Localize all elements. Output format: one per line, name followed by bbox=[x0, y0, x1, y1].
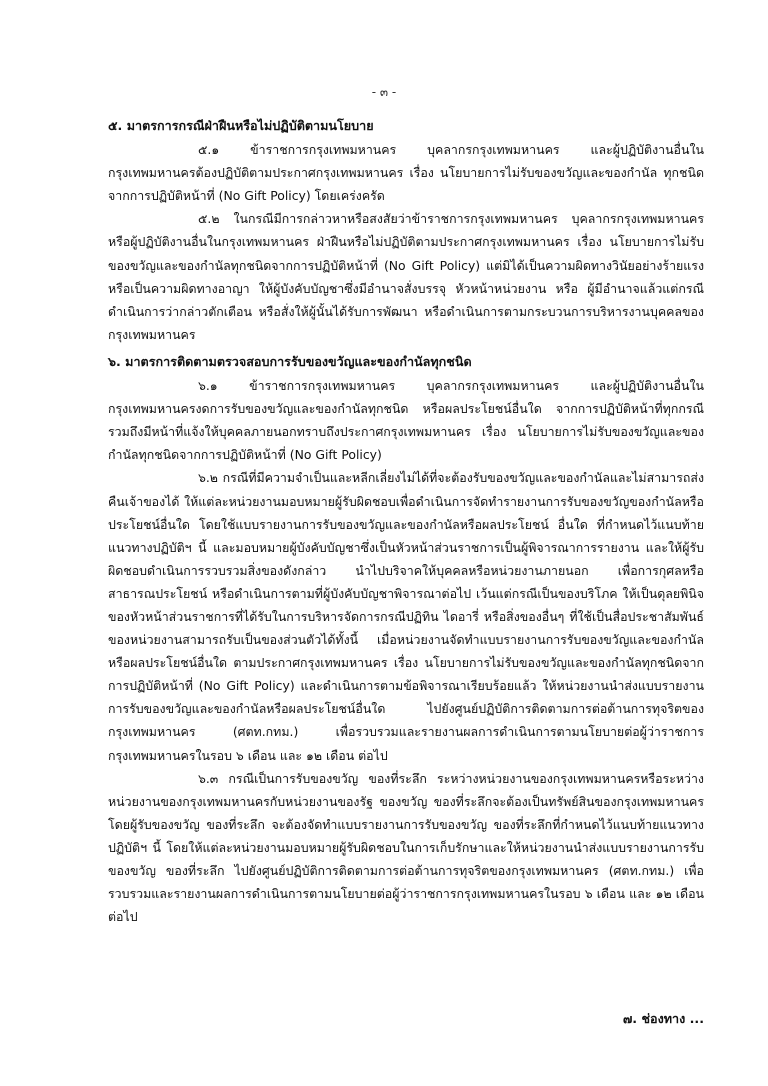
section-5-heading: ๕. มาตรการกรณีฝ่าฝืนหรือไม่ปฏิบัติตามนโยบาย bbox=[108, 118, 374, 133]
document-body bbox=[108, 114, 704, 928]
section-6 bbox=[108, 350, 704, 928]
paragraph-6-2: ๖.๒ กรณีที่มีความจำเป็นและหลีกเลี่ยงไม่ได้ที่จะต้องรับของขวัญและของกำนัลและไม่สามารถส่งคืนเจ้าของได้ ให้แต่ละหน่วยงานมอบหมายผู้รับผิดชอบเพื่อดำเนินการจัดทำรายงานการรับของขวัญของกำนัลหรือประโยชน์อื่นใด โดยใช้แบบรายงานการรับของขวัญและของกำนัลหรือผลประโยชน์ อื่นใด ที่กำหนดไว้แนบท้ายแนวทางปฏิบัติฯ นี้ และมอบหมายผู้บังคับบัญชาซึ่งเป็นหัวหน้าส่วนราชการเป็นผู้พิจารณาการรายงาน และให้ผู้รับผิดชอบดำเนินการรวบรวมสิ่งของดังกล่าว นำไปบริจาคให้บุคคลหรือหน่วยงานภายนอก เพื่อการกุศลหรือสาธารณประโยชน์ หรือดำเนินการตามที่ผู้บังคับบัญชาพิจารณาต่อไป เว้นแต่กรณีเป็นของบริโภค ให้เป็นดุลยพินิจของหัวหน้าส่วนราชการที่ได้รับในการบริหารจัดการกรณีปฏิทิน ไดอารี่ หรือสิ่งของอื่นๆ ที่ใช้เป็นสื่อประชาสัมพันธ์ของหน่วยงานสามารถรับเป็นของส่วนตัวได้ทั้งนี้ เมื่อหน่วยงานจัดทำแบบรายงานการรับของขวัญและของกำนัล หรือผลประโยชน์อื่นใด ตามประกาศกรุงเทพมหานคร เรื่อง นโยบายการไม่รับของขวัญและของกำนัลทุกชนิดจากการปฏิบัติหน้าที่ (No Gift Policy) และดำเนินการตามข้อพิจารณาเรียบร้อยแล้ว ให้หน่วยงานนำส่งแบบรายงานการรับของขวัญและของกำนัลหรือผลประโยชน์อื่นใด ไปยังศูนย์ปฏิบัติการติดตามการต่อต้านการทุจริตของกรุงเทพมหานคร (ศตท.กทม.) เพื่อรวบรวมและรายงานผลการดำเนินการตามนโยบายต่อผู้ว่าราชการกรุงเทพมหานครในรอบ ๖ เดือน และ ๑๒ เดือน ต่อไป bbox=[108, 470, 704, 763]
paragraph-5-2: ๕.๒ ในกรณีมีการกล่าวหาหรือสงสัยว่าข้าราชการกรุงเทพมหานคร บุคลากรกรุงเทพมหานครหรือผู้ปฏิบัติงานอื่นในกรุงเทพมหานคร ฝ่าฝืนหรือไม่ปฏิบัติตามประกาศกรุงเทพมหานคร เรื่อง นโยบายการไม่รับของขวัญและของกำนัลทุกชนิดจากการปฏิบัติหน้าที่ (No Gift Policy) แต่มิได้เป็นความผิดทางวินัยอย่างร้ายแรง หรือเป็นความผิดทางอาญา ให้ผู้บังคับบัญชาซึ่งมีอำนาจสั่งบรรจุ หัวหน้าหน่วยงาน หรือ ผู้มีอำนาจแล้วแต่กรณี ดำเนินการว่ากล่าวตักเตือน หรือสั่งให้ผู้นั้นได้รับการพัฒนา หรือดำเนินการตามกระบวนการบริหารงานบุคคลของกรุงเทพมหานคร bbox=[108, 211, 704, 342]
section-5 bbox=[108, 114, 704, 346]
paragraph-5-1: ๕.๑ ข้าราชการกรุงเทพมหานคร บุคลากรกรุงเทพมหานคร และผู้ปฏิบัติงานอื่นในกรุงเทพมหานครต้องปฏิบัติตามประกาศกรุงเทพมหานคร เรื่อง นโยบายการไม่รับของขวัญและของกำนัล ทุกชนิดจากการปฏิบัติหน้าที่ (No Gift Policy) โดยเคร่งครัด bbox=[108, 142, 704, 204]
paragraph-6-1: ๖.๑ ข้าราชการกรุงเทพมหานคร บุคลากรกรุงเทพมหานคร และผู้ปฏิบัติงานอื่นในกรุงเทพมหานครงดการรับของขวัญและของกำนัลทุกชนิด หรือผลประโยชน์อื่นใด จากการปฏิบัติหน้าที่ทุกกรณี รวมถึงมีหน้าที่แจ้งให้บุคคลภายนอกทราบถึงประกาศกรุงเทพมหานคร เรื่อง นโยบายการไม่รับของขวัญและของกำนัลทุกชนิดจากการปฏิบัติหน้าที่ (No Gift Policy) bbox=[108, 378, 704, 463]
section-6-heading: ๖. มาตรการติดตามตรวจสอบการรับของขวัญและของกำนัลทุกชนิด bbox=[108, 353, 472, 369]
continuation-marker: ๗. ช่องทาง ... bbox=[622, 1011, 704, 1026]
page-number: - ๓ - bbox=[371, 85, 397, 99]
paragraph-6-3: ๖.๓ กรณีเป็นการรับของขวัญ ของที่ระลึก ระหว่างหน่วยงานของกรุงเทพมหานครหรือระหว่างหน่วยงานของกรุงเทพมหานครกับหน่วยงานของรัฐ ของขวัญ ของที่ระลึกจะต้องเป็นทรัพย์สินของกรุงเทพมหานคร โดยผู้รับของขวัญ ของที่ระลึก จะต้องจัดทำแบบรายงานการรับของขวัญ ของที่ระลึกที่กำหนดไว้แนบท้ายแนวทางปฏิบัติฯ นี้ โดยให้แต่ละหน่วยงานมอบหมายผู้รับผิดชอบในการเก็บรักษาและให้หน่วยงานนำส่งแบบรายงานการรับของขวัญ ของที่ระลึก ไปยังศูนย์ปฏิบัติการติดตามการต่อต้านการทุจริตของกรุงเทพมหานคร (ศตท.กทม.) เพื่อรวบรวมและรายงานผลการดำเนินการตามนโยบายต่อผู้ว่าราชการกรุงเทพมหานครในรอบ ๖ เดือน และ ๑๒ เดือน ต่อไป bbox=[108, 770, 704, 925]
